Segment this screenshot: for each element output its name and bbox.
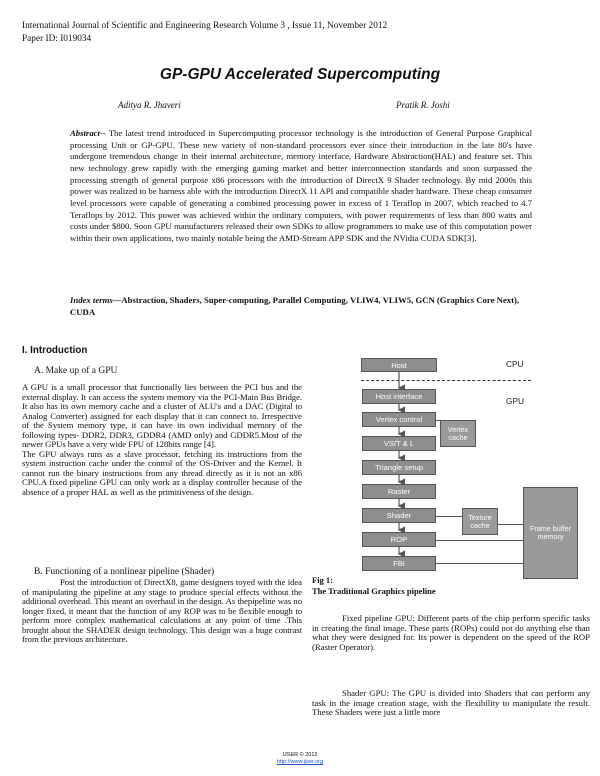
figure-title: The Traditional Graphics pipeline: [312, 586, 436, 596]
subsection-b-heading: B. Functioning of a nonlinear pipeline (Shader): [34, 567, 215, 577]
abstract: [70, 128, 532, 245]
fixed-pipeline-paragraph: Fixed pipeline GPU: Different parts of the chip perform specific tasks in creating the final image. These parts (ROPs) could not do anything else than what they were designed for. Its power is dependent on the speed of the ROP (Raster Operator).: [312, 613, 590, 652]
footer-copyright: IJSER © 2012: [282, 752, 318, 758]
paragraph-a2: The GPU always runs as a slave processor, fetching its instructions from the system instruction cache under the control of the OS-Driver and the Kernel. It cannot run the binary instructions from any thread directly as it is not an x86 CPU.A fixed pipeline GPU can only work as a display controller because of the absence of a proper HAL as well as the primitiveness of the design.: [22, 448, 302, 498]
index-terms-text: —Abstraction, Shaders, Super-computing, Parallel Computing, VLIW4, VLIW5, GCN (Graphics Core Next), CUDA: [70, 295, 520, 317]
figure-number: Fig 1:: [312, 575, 334, 585]
texture-cache-box: Texture cache: [462, 508, 498, 535]
paragraph-a1: A GPU is a small processor that functionally lies between the PCI bus and the external display. It can access the system memory via the PCI-Main Bus Bridge. It also has its own memory cache and a cluster of ALU's and a DAC (Digital to Analog Converter) assigned for each display that it can connect to. Irrespective of the System memory type, it can have its own individual memory of the following types- DDR2, DDR3, GDDR4 (AMD only) and GDDR5.Most of the newer GPUs have a very wide FPU of 128bits range [4].: [22, 382, 302, 450]
frame-buffer-memory-box: Frame buffer memory: [523, 487, 578, 579]
journal-header: International Journal of Scientific and Engineering Research Volume 3 , Issue 11, November 2012: [22, 21, 388, 31]
subsection-a-heading: A. Make up of a GPU: [34, 366, 118, 376]
connector-texture-cache: [436, 516, 462, 517]
stage-triangle-setup: Triangle setup: [362, 460, 436, 475]
stage-rop: ROP: [362, 532, 436, 547]
stage-vs-tl: VS/T & L: [362, 436, 436, 451]
index-terms: [70, 295, 532, 318]
abstract-text: The latest trend introduced in Supercomputing processor technology is the introduction of General Purpose Graphical processing Unit or GP-GPU. These new variety of non-standard processors ever since their introduction in the late 80's have undergone tremendous change in their internal architecture, memory interface, Hardware Abstraction(HAL) and feature set. This new technology grew rapidly with the emerging gaming market and better interconnection standards and soon surpassed the processing strength of general purpose x86 processors with the introduction of DirectX 9 Shader technology. By mid 2000s this power was realized to be harness able with the introduction DirectX 11 API and compatible shader hardware. These cheap consumer level processors were capable of generating a combined processing power in excess of 1 Teraflop in 2007, which reached to 4.7 Teraflops by 2012. This power was achieved within the ordinary computers, with power requirements of less than 800 watts and costs under $800. Soon GPU manufacturers released their own SDKs to allow programmers to make use of this computation power within their own applications, two mainly notable being the AMD-Stream APP SDK and the NVidia CUDA SDK[3].: [70, 128, 533, 243]
stage-fbi: FBI: [362, 556, 436, 571]
connector-rop-framebuffer: [436, 540, 523, 541]
stage-vertex-control: Vertex control: [362, 412, 436, 427]
author-2: Pratik R. Joshi: [396, 100, 450, 110]
cpu-label: CPU: [506, 359, 524, 369]
paragraph-b: Post the introduction of DirectX8, game designers toyed with the idea of manipulating the pipeline at any stage to produce special effects without the additional overhead. This meant an overhaul in the design. As thepipeline was no longer fixed, it meant that the function of any ROP was to be flexible enough to perform more complex mathematical calculations at any point of time .This brought about the SHADER design technology. This design was a huge contrast from the previous architecture.: [22, 577, 302, 645]
abstract-label: Abstract--: [70, 128, 106, 138]
subsection-a-body: [22, 383, 302, 498]
gpu-label: GPU: [506, 396, 524, 406]
connector-fbi-framebuffer: [436, 563, 523, 564]
figure-caption: [312, 575, 436, 597]
stage-shader: Shader: [362, 508, 436, 523]
vertex-cache-box: Vertex cache: [440, 420, 476, 447]
index-terms-label: Index terms: [70, 295, 113, 305]
footer-url-link[interactable]: http://www.ijser.org: [276, 759, 324, 765]
stage-host-interface: Host interface: [362, 389, 436, 404]
footer-url-wrap: [0, 759, 600, 766]
author-1: Aditya R. Jhaveri: [118, 100, 181, 110]
shader-gpu-paragraph: Shader GPU: The GPU is divided into Shaders that can perform any task in the image creation stage, with the flexibility to manipulate the result. These Shaders were just a little more: [312, 688, 590, 718]
host-box: Host: [361, 358, 437, 372]
paper-id: Paper ID: I019034: [22, 34, 92, 44]
section-heading: I. Introduction: [22, 345, 88, 356]
paper-title: GP-GPU Accelerated Supercomputing: [159, 66, 441, 83]
stage-raster: Raster: [362, 484, 436, 499]
connector-vertex-cache: [436, 420, 440, 421]
connector-texture-framebuffer: [498, 524, 523, 525]
